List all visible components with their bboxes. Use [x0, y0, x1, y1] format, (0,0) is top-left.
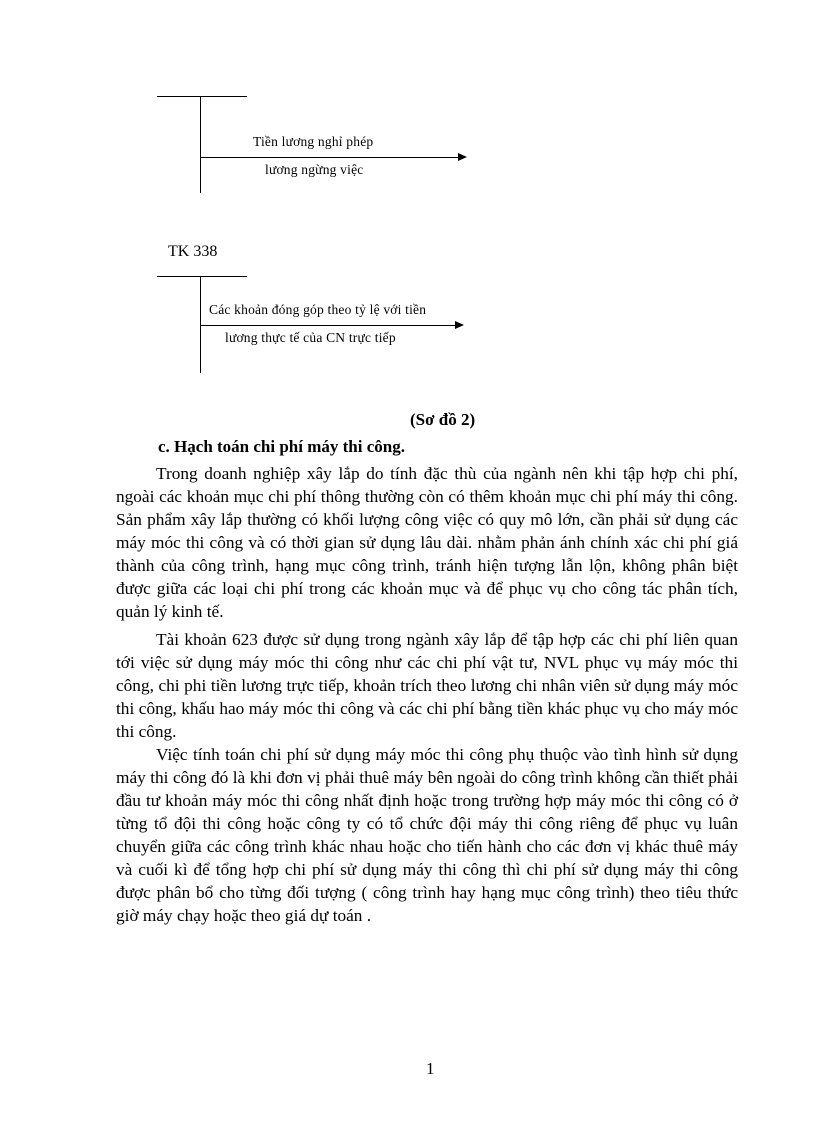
arrow-head-icon [458, 153, 467, 161]
section-heading: c. Hạch toán chi phí máy thi công. [158, 437, 405, 456]
t-account-top-line [157, 276, 247, 277]
t-account-top-line [157, 96, 247, 97]
body-paragraph: Việc tính toán chi phí sử dụng máy móc thi công phụ thuộc vào tình hình sử dụng máy thi công đó là khi đơn vị phải thuê máy bên ngoài do công trình không cần thiết phải đầu tư khoản máy móc thi công nhất định hoặc trong trường hợp máy móc thi công có ở từng tổ đội thi công hoặc công ty có tổ chức đội máy thi công riêng để phục vụ luân chuyển giữa các công trình khác nhau hoặc cho tiến hành cho các đơn vị khác thuê máy và cuối kì để tổng hợp chi phí sử dụng máy thi công thì chi phí sử dụng máy thi công được phân bổ cho từng đối tượng ( công trình hay hạng mục công trình) theo tiêu thức giờ máy chạy hoặc theo giá dự toán . [116, 745, 738, 925]
diagram-label: lương ngừng việc [265, 162, 364, 177]
t-account-vertical-line [200, 96, 201, 193]
body-paragraph: Tài khoản 623 được sử dụng trong ngành xây lắp để tập hợp các chi phí liên quan tới việc sử dụng máy móc thi công như các chi phí vật tư, NVL phục vụ máy móc thi công, chi phi tiền lương trực tiếp, khoản trích theo lương chi nhân viên sử dụng máy móc thi công, khấu hao máy móc thi công và các chi phí bằng tiền khác phục vụ cho máy móc thi công. [116, 630, 738, 741]
arrow-line [200, 325, 455, 326]
diagram-label: Các khoản đóng góp theo tỷ lệ với tiền [209, 302, 427, 317]
diagram-label: lương thực tế của CN trực tiếp [225, 330, 396, 345]
diagram-label: Tiền lương nghỉ phép [253, 134, 374, 149]
diagram-caption: (Sơ đồ 2) [410, 410, 476, 429]
account-label: TK 338 [168, 243, 218, 260]
page-number: 1 [426, 1059, 435, 1078]
arrow-line [200, 157, 458, 158]
arrow-head-icon [455, 321, 464, 329]
body-paragraph: Trong doanh nghiệp xây lắp do tính đặc thù của ngành nên khi tập hợp chi phí, ngoài các khoản mục chi phí thông thường còn có thêm khoản mục chi phí máy thi công. Sản phẩm xây lắp thường có khối lượng công việc có quy mô lớn, cần phải sử dụng các máy móc thi công và có thời gian sử dụng lâu dài. nhằm phản ánh chính xác chi phí giá thành của công trình, hạng mục công trình, tránh hiện tượng lẫn lộn, không phân biệt được giữa các loại chi phí trong các khoản mục và để phục vụ cho công tác phân tích, quản lý kinh tế. [116, 464, 738, 621]
